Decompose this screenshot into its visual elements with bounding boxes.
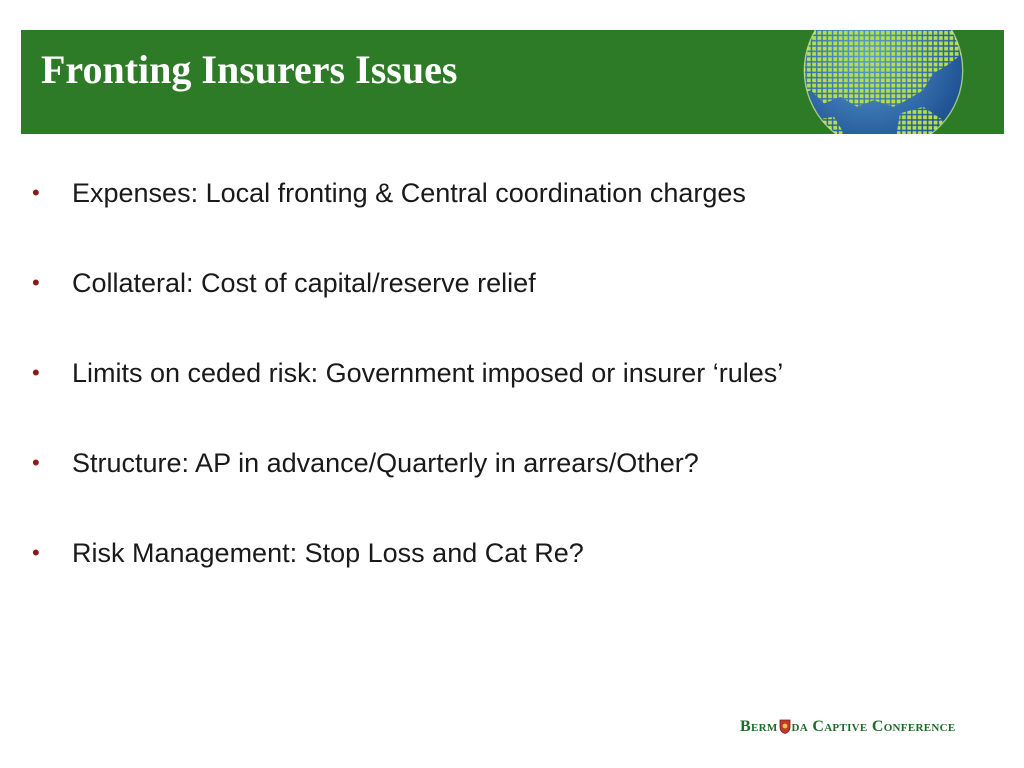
slide-title: Fronting Insurers Issues xyxy=(41,47,458,92)
bullet-item xyxy=(30,348,990,438)
conference-logo xyxy=(740,718,1000,744)
globe-icon xyxy=(801,30,966,134)
bullet-item xyxy=(30,438,990,528)
bullet-item xyxy=(30,168,990,258)
bullet-marker-icon: • xyxy=(32,540,40,565)
bullet-item xyxy=(30,528,990,618)
logo-text-left: Berm xyxy=(740,718,778,735)
bullet-text: Limits on ceded risk: Government imposed or insurer ‘rules’ xyxy=(72,358,784,388)
bullet-marker-icon: • xyxy=(32,180,40,205)
bullet-marker-icon: • xyxy=(32,450,40,475)
bermuda-crest-icon xyxy=(779,719,791,734)
logo-text-right: da Captive Conference xyxy=(791,718,956,735)
bullet-marker-icon: • xyxy=(32,270,40,295)
bullet-text: Risk Management: Stop Loss and Cat Re? xyxy=(72,538,584,568)
bullet-text: Expenses: Local fronting & Central coordination charges xyxy=(72,178,746,208)
title-banner xyxy=(21,30,1004,134)
bullet-item xyxy=(30,258,990,348)
bullet-list xyxy=(30,168,990,618)
bullet-marker-icon: • xyxy=(32,360,40,385)
bullet-text: Structure: AP in advance/Quarterly in arrears/Other? xyxy=(72,448,699,478)
bullet-text: Collateral: Cost of capital/reserve relief xyxy=(72,268,536,298)
